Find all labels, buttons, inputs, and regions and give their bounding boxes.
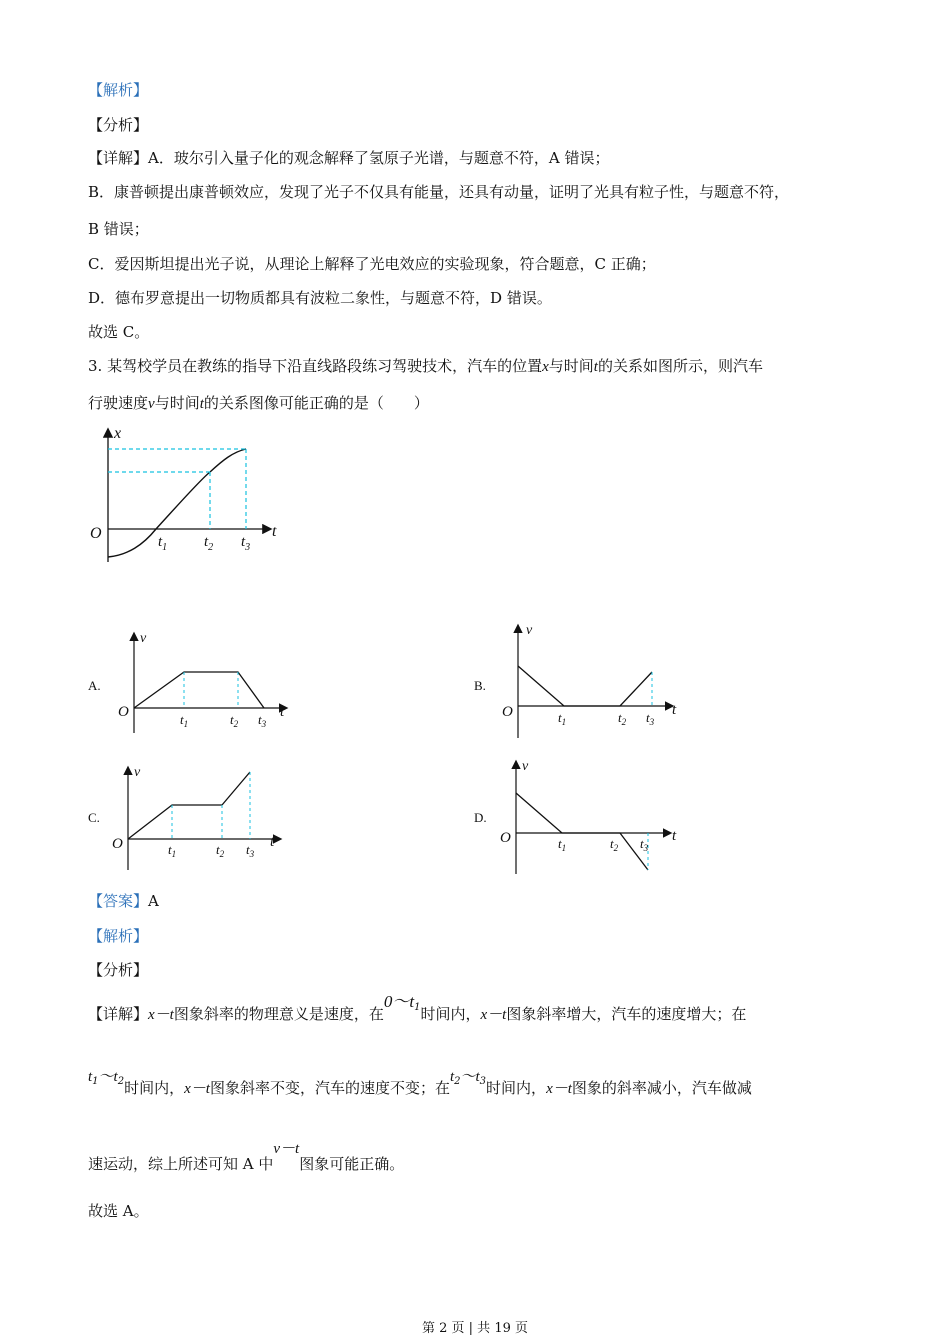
svg-text:t1: $t_1$ <box>180 712 189 729</box>
xt-x-label: x <box>114 425 122 442</box>
svg-text:t1: $t_1$ <box>558 710 567 727</box>
svg-text:O: O <box>112 836 123 852</box>
svg-text:t: t <box>672 702 677 718</box>
option-a-curve <box>134 672 264 708</box>
choose-c: 故选 C。 <box>88 323 150 341</box>
svg-text:t2: $t_2$ <box>216 842 225 859</box>
solution-line-1: 【详解】x－t图象斜率的物理意义是速度，在$0\sim t^1$时间内，x－t图象斜率增大，汽车的速度增大；在 <box>88 992 747 1023</box>
svg-text:t3: $t_3$ <box>246 842 255 859</box>
detail-a: 【详解】A．玻尔引入量子化的观念解释了氢原子光谱，与题意不符，A 错误； <box>88 149 610 167</box>
solution-line-3: 速运动，综上所述可知 A 中v－t图象可能正确。 <box>88 1141 405 1173</box>
svg-text:t: t <box>270 834 275 850</box>
xt-t3: $t_3$ <box>241 534 251 553</box>
svg-text:t: t <box>280 704 285 720</box>
xt-curve <box>108 449 246 557</box>
option-a-graph <box>116 628 306 738</box>
xt-t2: $t_2$ <box>204 534 214 553</box>
option-a-label: A. <box>88 678 101 693</box>
fenxi-tag: 【分析】 <box>88 116 149 134</box>
option-d-label: D. <box>474 810 487 825</box>
svg-text:t1: $t_1$ <box>168 842 177 859</box>
svg-text:t1: $t_1$ <box>558 836 567 853</box>
svg-text:v: v <box>134 765 141 780</box>
option-c-label: C. <box>88 810 100 825</box>
solution-analysis-tag: 【解析】 <box>88 927 149 945</box>
detail-b-2: B 错误； <box>88 220 149 238</box>
analysis-tag: 【解析】 <box>88 81 149 99</box>
answer-line: 【答案】A <box>88 892 159 910</box>
svg-text:t: t <box>672 828 677 844</box>
option-c-graph <box>110 762 300 872</box>
svg-text:O: O <box>118 704 129 720</box>
svg-text:t2: $t_2$ <box>230 712 239 729</box>
svg-text:t3: $t_3$ <box>646 710 655 727</box>
detail-c: C．爱因斯坦提出光子说，从理论上解释了光电效应的实验现象，符合题意，C 正确； <box>88 255 656 273</box>
xt-graph <box>88 420 278 570</box>
option-d-graph <box>498 756 688 876</box>
option-b-curve <box>518 666 652 706</box>
option-d-curve <box>516 793 648 870</box>
svg-text:v: v <box>526 623 533 638</box>
question-line-2: 行驶速度v与时间t的关系图像可能正确的是（ ） <box>88 394 429 412</box>
detail-d: D．德布罗意提出一切物质都具有波粒二象性，与题意不符，D 错误。 <box>88 289 552 307</box>
svg-text:O: O <box>500 830 511 846</box>
option-b-graph <box>500 620 690 740</box>
svg-text:v: v <box>522 759 529 774</box>
svg-text:t3: $t_3$ <box>258 712 267 729</box>
svg-text:O: O <box>502 704 513 720</box>
svg-text:t2: $t_2$ <box>610 836 619 853</box>
option-c-curve <box>128 772 250 839</box>
solution-fenxi-tag: 【分析】 <box>88 961 149 979</box>
xt-t-label: t <box>272 523 277 540</box>
xt-t1: $t_1$ <box>158 534 168 553</box>
question-line-1: 3. 某驾校学员在教练的指导下沿直线路段练习驾驶技术，汽车的位置x与时间t的关系如图所示，则汽车 <box>88 357 763 375</box>
page-footer: 第 2 页 | 共 19 页 <box>422 1321 528 1336</box>
svg-text:v: v <box>140 631 147 646</box>
svg-text:t3: $t_3$ <box>640 836 649 853</box>
xt-origin: O <box>90 525 102 542</box>
solution-line-2: $t^1\sim t^2$时间内，x－t图象斜率不变，汽车的速度不变；在$t^2\sim t^3$时间内，x－t图象的斜率减小，汽车做减 <box>88 1069 752 1097</box>
detail-b-1: B．康普顿提出康普顿效应，发现了光子不仅具有能量，还具有动量，证明了光具有粒子性，与题意不符， <box>88 183 790 201</box>
svg-text:t2: $t_2$ <box>618 710 627 727</box>
solution-choose: 故选 A。 <box>88 1202 149 1220</box>
option-b-label: B. <box>474 678 486 693</box>
